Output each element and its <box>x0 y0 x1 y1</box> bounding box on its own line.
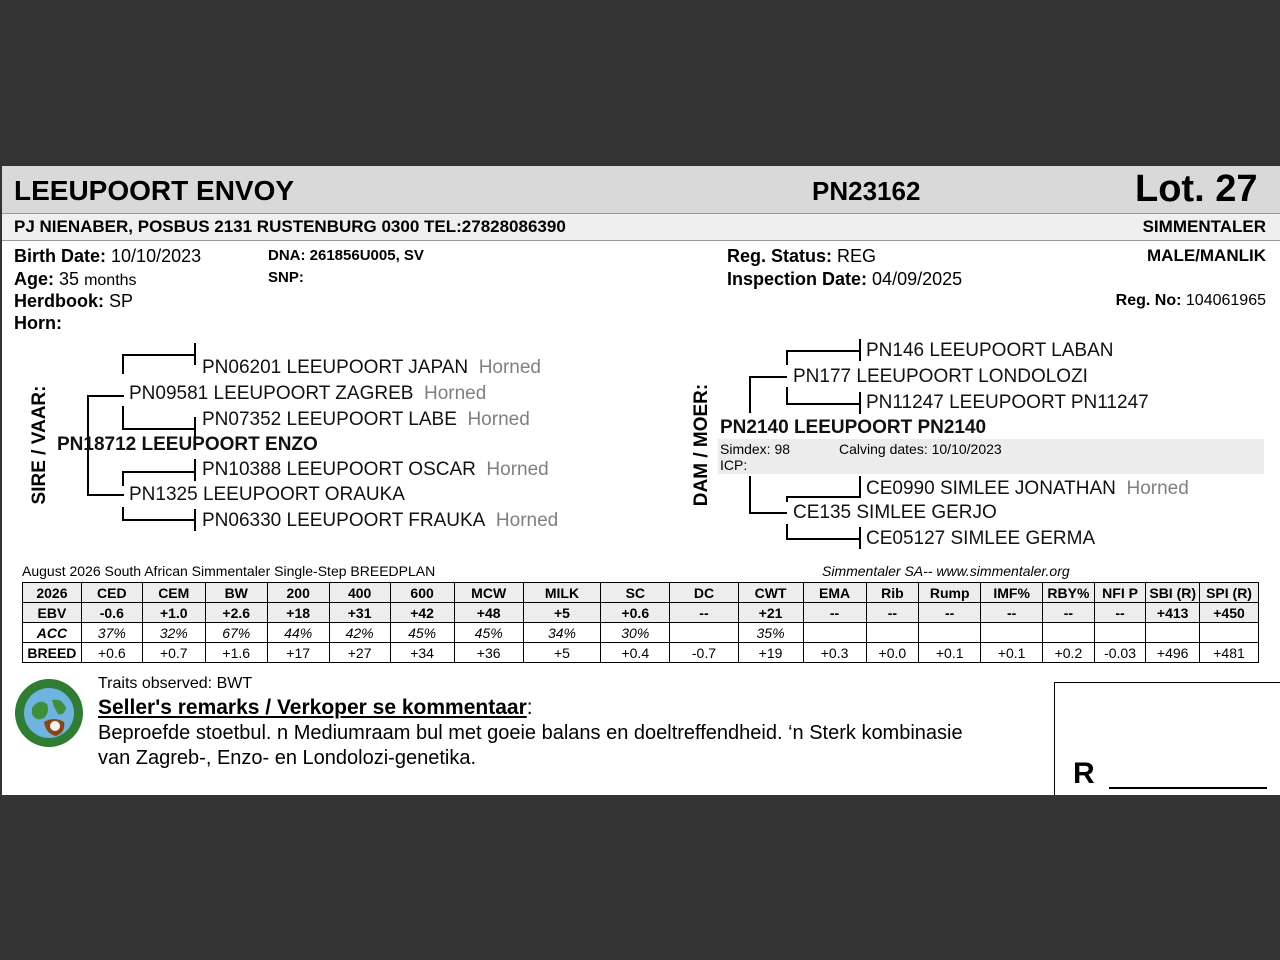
table-breed-cell: +27 <box>329 643 390 663</box>
remarks-line-2: van Zagreb-, Enzo- en Londolozi-genetika. <box>98 747 477 769</box>
dam-icp: ICP: <box>720 457 748 473</box>
sire-sire-sire: PN06201 LEEUPOORT JAPAN Horned <box>202 357 542 378</box>
table-breed-cell: +0.0 <box>866 643 919 663</box>
table-breed-cell: +0.6 <box>81 643 142 663</box>
snp: SNP: <box>268 269 304 286</box>
table-breed-cell: +496 <box>1146 643 1200 663</box>
table-row-breed <box>23 643 1259 663</box>
table-header-cell: MCW <box>454 583 523 603</box>
dam-tree-line <box>786 387 788 403</box>
age: Age: 35 months <box>14 269 137 289</box>
sire-tree-line <box>194 459 196 481</box>
sire-tree-line <box>122 406 124 428</box>
remarks-heading-line: Seller's remarks / Verkoper se kommentaar: <box>98 696 533 719</box>
sire-sire: PN09581 LEEUPOORT ZAGREB Horned <box>129 383 487 404</box>
sire-tree-line <box>122 471 124 486</box>
price-box[interactable] <box>1054 682 1280 795</box>
price-label: R <box>1073 757 1095 790</box>
sire-tree-line <box>122 354 124 374</box>
table-ebv-cell: +450 <box>1200 603 1259 623</box>
table-acc-cell: 67% <box>205 623 267 643</box>
animal-name: LEEUPOORT ENVOY <box>14 175 295 206</box>
dam-simdex: Simdex: 98 <box>720 441 791 457</box>
sire-tree-line <box>87 494 124 496</box>
reg-status: Reg. Status: REG <box>727 246 877 266</box>
table-header-cell: Rib <box>866 583 919 603</box>
table-ebv-cell: +2.6 <box>205 603 267 623</box>
dam-sire-dam: PN11247 LEEUPOORT PN11247 <box>866 392 1149 413</box>
breedplan-title: August 2026 South African Simmentaler Single-Step BREEDPLAN <box>22 563 436 579</box>
table-acc-cell: 35% <box>738 623 803 643</box>
dam-tree-line <box>786 350 860 352</box>
dam-tree-line <box>786 524 788 538</box>
table-header-cell: DC <box>670 583 738 603</box>
table-acc-cell <box>1200 623 1259 643</box>
dam-tree-line <box>749 376 751 413</box>
table-acc-cell: 45% <box>454 623 523 643</box>
sire-tree-line <box>122 428 195 430</box>
table-header-cell: SPI (R) <box>1200 583 1259 603</box>
sire-tree-line <box>122 471 195 473</box>
dam-dam: CE135 SIMLEE GERJO <box>793 502 997 523</box>
table-breed-cell: +0.1 <box>919 643 981 663</box>
sire-tree-line <box>194 343 196 365</box>
table-acc-cell <box>1094 623 1146 643</box>
table-header-cell: SBI (R) <box>1146 583 1200 603</box>
table-header-cell: IMF% <box>981 583 1043 603</box>
dam-tree-line <box>749 376 787 378</box>
table-acc-cell: 32% <box>142 623 205 643</box>
dam-name: PN2140 LEEUPOORT PN2140 <box>720 417 987 438</box>
table-header-cell: BW <box>205 583 267 603</box>
reg-number: Reg. No: 104061965 <box>1115 292 1266 309</box>
dam-tree-line <box>786 538 860 540</box>
table-acc-cell: 42% <box>329 623 390 643</box>
table-acc-cell: 44% <box>267 623 329 643</box>
table-breed-cell: +5 <box>523 643 600 663</box>
animal-id: PN23162 <box>812 176 921 206</box>
birth-date: Birth Date: 10/10/2023 <box>14 246 202 266</box>
table-breed-cell: +0.7 <box>142 643 205 663</box>
dam-tree-line <box>859 392 861 414</box>
remarks-heading: Seller's remarks / Verkoper se kommentaar <box>98 696 527 719</box>
seller-line: PJ NIENABER, POSBUS 2131 RUSTENBURG 0300 TEL:27828086390 <box>14 217 566 236</box>
dam-tree-line <box>786 403 860 405</box>
table-ebv-cell: +5 <box>523 603 600 623</box>
table-acc-cell <box>803 623 866 643</box>
table-header-cell: 2026 <box>23 583 82 603</box>
table-header-cell: EMA <box>803 583 866 603</box>
table-acc-cell <box>1146 623 1200 643</box>
title-bar <box>2 166 1280 214</box>
seller-bar <box>2 214 1280 241</box>
table-header-row <box>23 583 1259 603</box>
table-acc-cell <box>919 623 981 643</box>
table-row-ebv <box>23 603 1259 623</box>
table-ebv-cell: +0.6 <box>601 603 670 623</box>
price-line <box>1109 787 1267 789</box>
table-header-cell: 200 <box>267 583 329 603</box>
table-ebv-cell: -- <box>670 603 738 623</box>
lot-number: Lot. 27 <box>1135 168 1258 210</box>
sire-tree-line <box>194 509 196 531</box>
dam-tree-line <box>859 339 861 361</box>
sire-dam-sire: PN10388 LEEUPOORT OSCAR Horned <box>202 459 549 480</box>
table-header-cell: RBY% <box>1043 583 1095 603</box>
dam-tree-line <box>859 527 861 549</box>
table-acc-cell: 45% <box>390 623 454 643</box>
table-header-cell: SC <box>601 583 670 603</box>
table-ebv-cell: +31 <box>329 603 390 623</box>
breedplan-source: Simmentaler SA-- www.simmentaler.org <box>822 563 1070 579</box>
table-ebv-cell: -- <box>1043 603 1095 623</box>
table-acc-cell: ACC <box>23 623 82 643</box>
table-breed-cell: +36 <box>454 643 523 663</box>
table-ebv-cell: -- <box>919 603 981 623</box>
sire-sire-dam: PN07352 LEEUPOORT LABE Horned <box>202 409 530 430</box>
table-header-cell: 600 <box>390 583 454 603</box>
table-breed-cell: +34 <box>390 643 454 663</box>
table-header-cell: CEM <box>142 583 205 603</box>
sire-tree-line <box>122 507 124 519</box>
table-header-cell: NFI P <box>1094 583 1146 603</box>
inspection-date: Inspection Date: 04/09/2025 <box>727 269 963 289</box>
table-row-acc <box>23 623 1259 643</box>
traits-observed: Traits observed: BWT <box>98 675 253 692</box>
table-ebv-cell: +48 <box>454 603 523 623</box>
sire-tree-line <box>122 519 195 521</box>
sire-dam-dam: PN06330 LEEUPOORT FRAUKA Horned <box>202 510 559 531</box>
horn: Horn: <box>14 313 62 333</box>
table-breed-cell: -0.7 <box>670 643 738 663</box>
sire-dam: PN1325 LEEUPOORT ORAUKA <box>129 484 405 505</box>
dam-sire: PN177 LEEUPOORT LONDOLOZI <box>793 366 1088 387</box>
sire-tree-line <box>122 354 195 356</box>
table-header-cell: MILK <box>523 583 600 603</box>
table-ebv-cell: -- <box>866 603 919 623</box>
table-acc-cell: 37% <box>81 623 142 643</box>
table-breed-cell: +0.2 <box>1043 643 1095 663</box>
table-ebv-cell: +413 <box>1146 603 1200 623</box>
breedplan-table <box>22 582 1259 663</box>
table-breed-cell: +19 <box>738 643 803 663</box>
table-header-cell: 400 <box>329 583 390 603</box>
dam-tree-line <box>786 350 788 365</box>
dam-sire-sire: PN146 LEEUPOORT LABAN <box>866 340 1114 361</box>
remarks-line-1: Beproefde stoetbul. n Mediumraam bul met goeie balans en doeltreffendheid. ‘n Sterk kombinasie <box>98 722 963 744</box>
dam-tree-line <box>749 512 787 514</box>
table-breed-cell: +1.6 <box>205 643 267 663</box>
table-breed-cell: +481 <box>1200 643 1259 663</box>
table-ebv-cell: +42 <box>390 603 454 623</box>
sire-tree-line <box>87 395 124 397</box>
lot-card <box>2 166 1280 795</box>
dam-calving-dates: Calving dates: 10/10/2023 <box>839 441 1002 457</box>
table-ebv-cell: -- <box>803 603 866 623</box>
table-breed-cell: BREED <box>23 643 82 663</box>
table-header-cell: CED <box>81 583 142 603</box>
table-acc-cell <box>670 623 738 643</box>
dna: DNA: 261856U005, SV <box>268 247 424 264</box>
dam-tree-line <box>749 476 751 512</box>
dam-tree-line <box>786 496 860 498</box>
table-ebv-cell: -- <box>1094 603 1146 623</box>
table-acc-cell <box>981 623 1043 643</box>
table-ebv-cell: +21 <box>738 603 803 623</box>
table-acc-cell <box>1043 623 1095 643</box>
herdbook: Herdbook: SP <box>14 291 134 311</box>
sire-side-label: SIRE / VAAR: <box>29 385 50 505</box>
table-ebv-cell: EBV <box>23 603 82 623</box>
sex: MALE/MANLIK <box>1147 246 1266 265</box>
table-breed-cell: -0.03 <box>1094 643 1146 663</box>
breed-name: SIMMENTALER <box>1142 217 1266 236</box>
table-header-cell: Rump <box>919 583 981 603</box>
table-breed-cell: +0.4 <box>601 643 670 663</box>
table-breed-cell: +17 <box>267 643 329 663</box>
table-acc-cell <box>866 623 919 643</box>
sire-name: PN18712 LEEUPOORT ENZO <box>57 434 318 455</box>
dam-dam-dam: CE05127 SIMLEE GERMA <box>866 528 1096 549</box>
table-ebv-cell: +18 <box>267 603 329 623</box>
table-acc-cell: 30% <box>601 623 670 643</box>
table-acc-cell: 34% <box>523 623 600 643</box>
table-breed-cell: +0.3 <box>803 643 866 663</box>
table-ebv-cell: -0.6 <box>81 603 142 623</box>
table-ebv-cell: +1.0 <box>142 603 205 623</box>
table-header-cell: CWT <box>738 583 803 603</box>
simmentaler-logo-icon <box>14 678 84 748</box>
table-breed-cell: +0.1 <box>981 643 1043 663</box>
dam-dam-sire: CE0990 SIMLEE JONATHAN Horned <box>866 478 1189 499</box>
table-ebv-cell: -- <box>981 603 1043 623</box>
dam-tree-line <box>859 476 861 498</box>
dam-side-label: DAM / MOER: <box>691 383 712 507</box>
